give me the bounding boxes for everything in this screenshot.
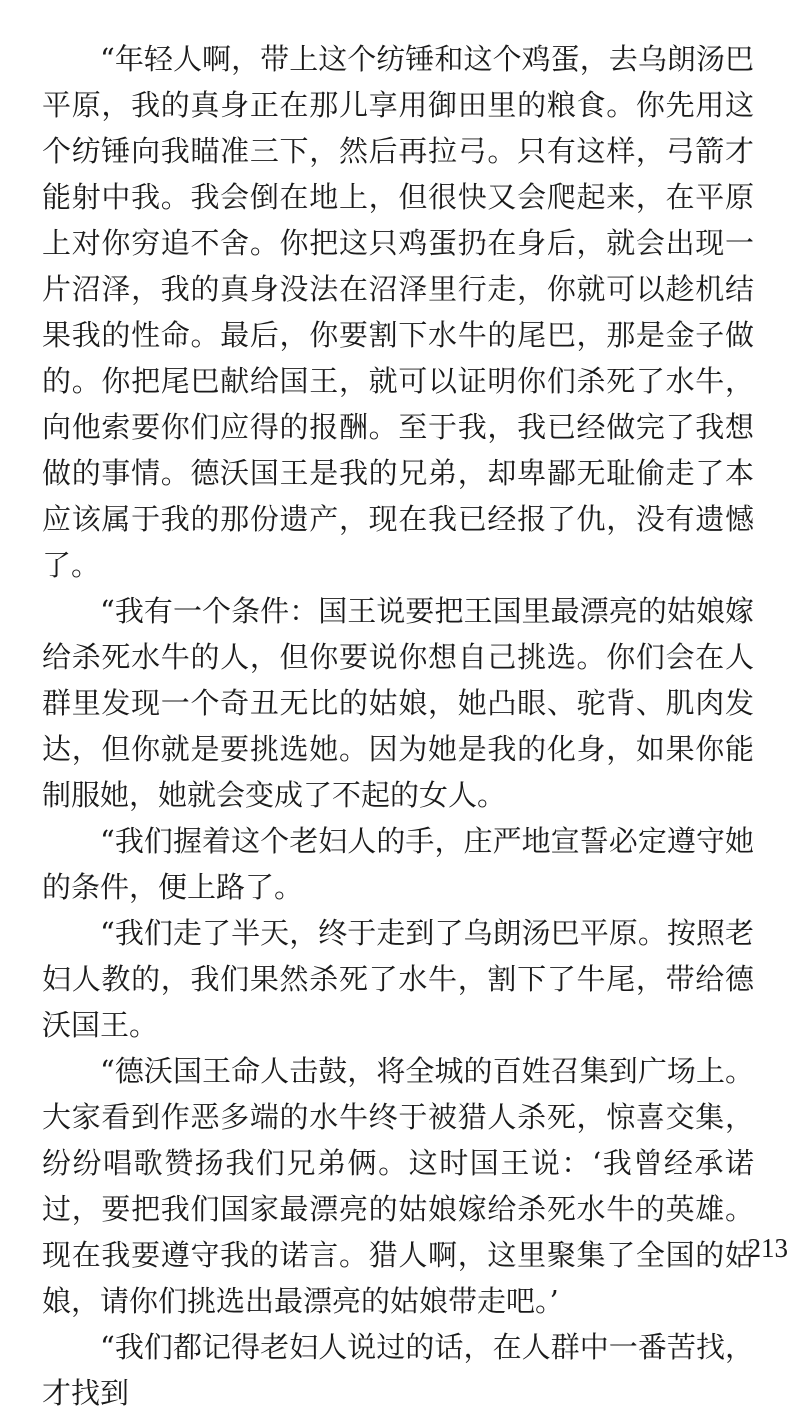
page-number: 213 <box>747 1233 788 1263</box>
paragraph-4: “我们走了半天，终于走到了乌朗汤巴平原。按照老妇人教的，我们果然杀死了水牛，割下了牛尾，带给德沃国王。 <box>42 916 754 1042</box>
paragraph-3: “我们握着这个老妇人的手，庄严地宣誓必定遵守她的条件，便上路了。 <box>42 824 754 904</box>
paragraph-1: “年轻人啊，带上这个纺锤和这个鸡蛋，去乌朗汤巴平原，我的真身正在那儿享用御田里的粮食。你先用这个纺锤向我瞄准三下，然后再拉弓。只有这样，弓箭才能射中我。我会倒在地上，但很快又会爬起来，在平原上对你穷追不舍。你把这只鸡蛋扔在身后，就会出现一片沼泽，我的真身没法在沼泽里行走，你就可以趁机结果我的性命。最后，你要割下水牛的尾巴，那是金子做的。你把尾巴献给国王，就可以证明你们杀死了水牛，向他索要你们应得的报酬。至于我，我已经做完了我想做的事情。德沃国王是我的兄弟，却卑鄙无耻偷走了本应该属于我的那份遗产，现在我已经报了仇，没有遗憾了。 <box>42 42 754 582</box>
body-text <box>42 36 754 1416</box>
paragraph-5: “德沃国王命人击鼓，将全城的百姓召集到广场上。大家看到作恶多端的水牛终于被猎人杀死，惊喜交集，纷纷唱歌赞扬我们兄弟俩。这时国王说：‘我曾经承诺过，要把我们国家最漂亮的姑娘嫁给杀死水牛的英雄。现在我要遵守我的诺言。猎人啊，这里聚集了全国的姑娘，请你们挑选出最漂亮的姑娘带走吧。’ <box>42 1054 754 1318</box>
paragraph-2: “我有一个条件：国王说要把王国里最漂亮的姑娘嫁给杀死水牛的人，但你要说你想自己挑选。你们会在人群里发现一个奇丑无比的姑娘，她凸眼、驼背、肌肉发达，但你就是要挑选她。因为她是我的化身，如果你能制服她，她就会变成了不起的女人。 <box>42 594 754 812</box>
paragraph-6: “我们都记得老妇人说过的话，在人群中一番苦找，才找到 <box>42 1330 754 1410</box>
